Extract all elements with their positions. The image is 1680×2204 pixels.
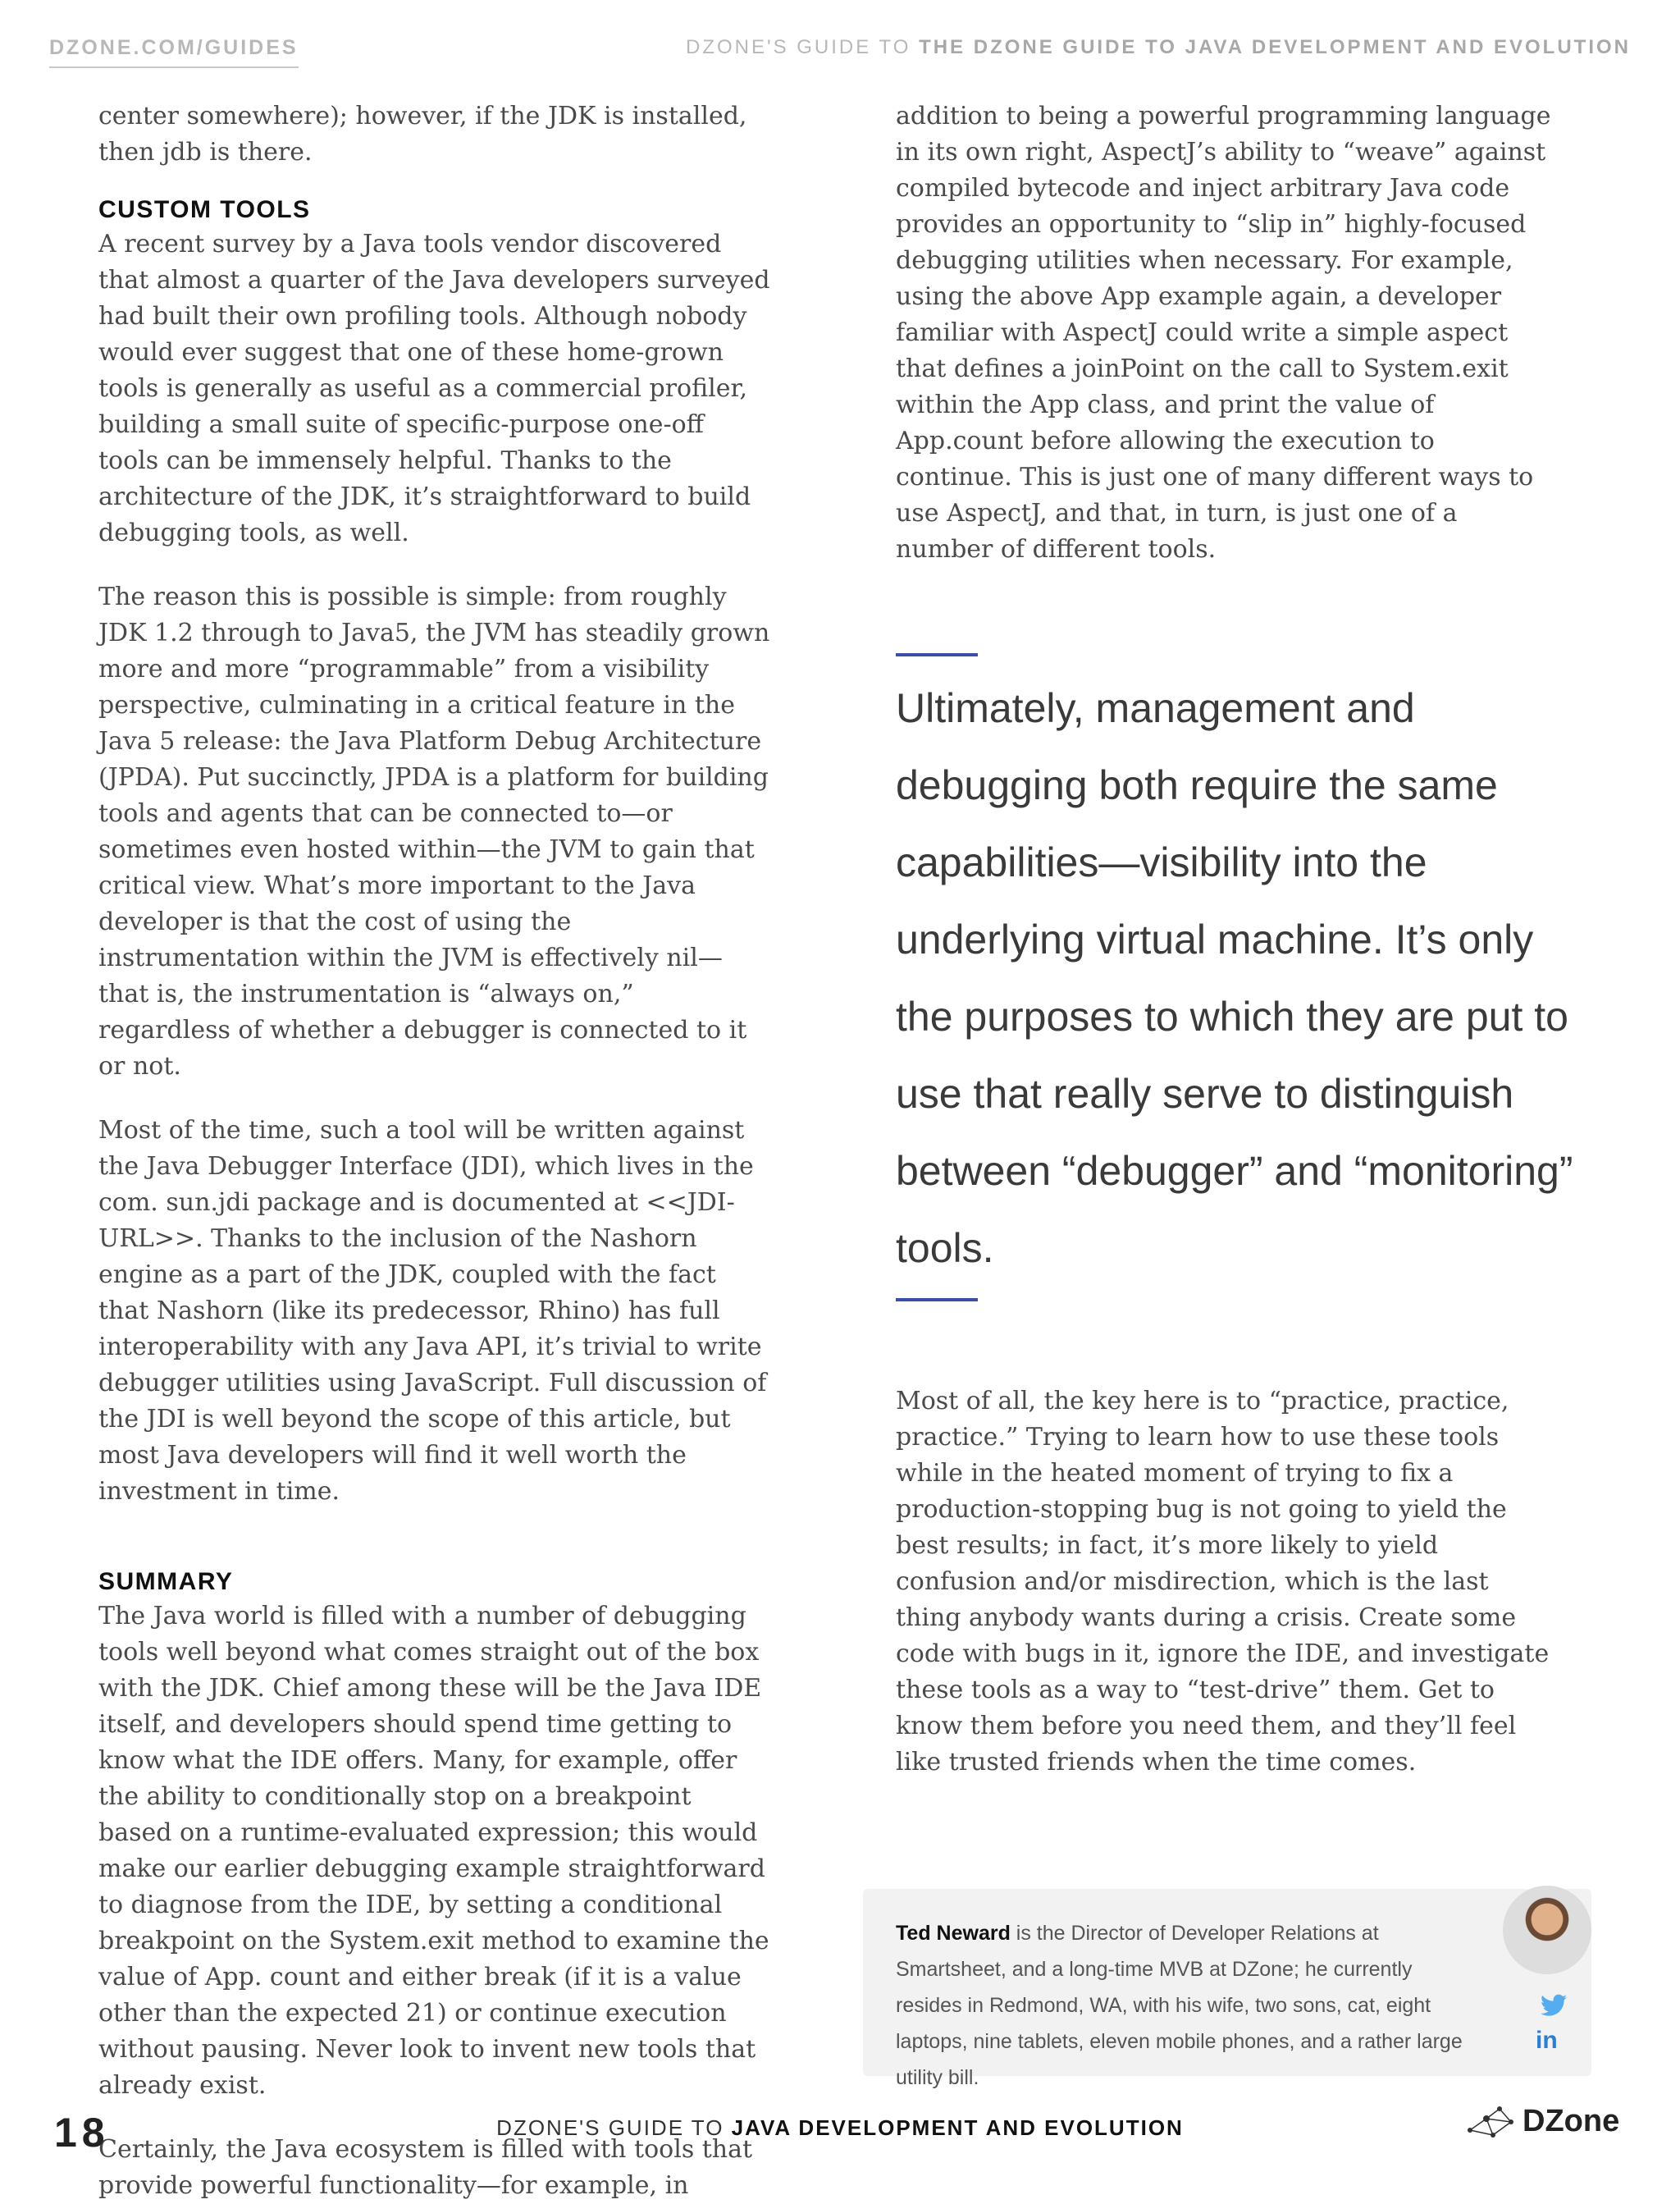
paragraph-jpda: The reason this is possible is simple: from roughly JDK 1.2 through to Java5, the JVM has steadily grown more and more “programmable” from a visibility perspective, culminating in a critical feature in the Java 5 release: the Java Platform Debug Architecture (JPDA). Put succinctly, JPDA is a platform for building tools and agents that can be connected to—or sometimes even hosted within—the JVM to gain that critical view. What’s more important to the Java developer is that the cost of using the instrumentation within the JVM is effectively nil—that is, the instrumentation is “always on,” regardless of whether a debugger is connected to it or not. xyxy=(98,583,770,1081)
paragraph-summary: The Java world is filled with a number of debugging tools well beyond what comes straight out of the box with the JDK. Chief among these will be the Java IDE itself, and developers should spend time getting to know what the IDE offers. Many, for example, offer the ability to conditionally stop on a breakpoint based on a runtime-evaluated expression; this would make our earlier debugging example straightforward to diagnose from the IDE, by setting a conditional breakpoint on the System.exit method to examine the value of App. count and either break (if it is a value other than the expected 21) or continue execution without pausing. Never look to invent new tools that already exist. xyxy=(98,1602,769,2100)
heading-custom-tools: CUSTOM TOOLS xyxy=(98,196,311,223)
paragraph-ecosystem: Certainly, the Java ecosystem is filled with tools that provide powerful functionality—for example, in xyxy=(98,2135,753,2200)
dzone-logo xyxy=(1465,2102,1629,2143)
dzone-network-icon xyxy=(1465,2102,1519,2143)
heading-summary: SUMMARY xyxy=(98,1568,234,1595)
pull-quote-bottom-rule xyxy=(896,1298,978,1301)
pull-quote-top-rule xyxy=(896,653,978,656)
header-guide-prefix: DZONE'S GUIDE TO xyxy=(685,36,911,58)
header-guides-link[interactable]: DZONE.COM/GUIDES xyxy=(49,36,299,68)
author-avatar xyxy=(1503,1886,1591,1974)
dzone-logo-text: DZone xyxy=(1522,2104,1620,2138)
header-guide-title xyxy=(686,36,1631,59)
footer-prefix: DZONE'S GUIDE TO xyxy=(496,2115,724,2140)
author-description: is the Director of Developer Relations at Smartsheet, and a long-time MVB at DZone; he currently resides in Redmond, WA, with his wife, two sons, cat, eight laptops, nine tablets, eleven mobile phones, and a rather large utility bill. xyxy=(896,1922,1463,2089)
left-column xyxy=(98,98,771,2204)
footer-title-bold: JAVA DEVELOPMENT AND EVOLUTION xyxy=(731,2115,1184,2140)
header-guide-name: THE DZONE GUIDE TO JAVA DEVELOPMENT AND EVOLUTION xyxy=(919,36,1631,58)
page-number: 18 xyxy=(54,2110,110,2156)
paragraph-survey: A recent survey by a Java tools vendor discovered that almost a quarter of the Java developers surveyed had built their own profiling tools. Although nobody would ever suggest that one of these home-grown tools is generally as useful as a commercial profiler, building a small suite of specific-purpose one-off tools can be immensely helpful. Thanks to the architecture of the JDK, it’s straightforward to build debugging tools, as well. xyxy=(98,230,770,547)
paragraph-jdb: center somewhere); however, if the JDK is installed, then jdb is there. xyxy=(98,102,747,167)
footer-guide-title xyxy=(0,2115,1680,2141)
author-bio-box xyxy=(863,1889,1591,2089)
author-bio-text xyxy=(896,1915,1478,2096)
paragraph-aspectj: addition to being a powerful programming language in its own right, AspectJ’s ability to “weave” against compiled bytecode and inject arbitrary Java code provides an opportunity to “slip in” highly-focused debugging utilities when necessary. For example, using the above App example again, a developer familiar with AspectJ could write a simple aspect that defines a joinPoint on the call to System.exit within the App class, and print the value of App.count before allowing the execution to continue. This is just one of many different ways to use AspectJ, and that, in turn, is just one of a number of different tools. xyxy=(896,102,1551,564)
pull-quote: Ultimately, management and debugging both require the same capabilities—visibility into the underlying virtual machine. It’s only the purposes to which they are put to use that really serve to distinguish between “debugger” and “monitoring” tools. xyxy=(896,685,1573,1271)
paragraph-jdi: Most of the time, such a tool will be written against the Java Debugger Interface (JDI), which lives in the com. sun.jdi package and is documented at <<JDI-URL>>. Thanks to the inclusion of the Nashorn engine as a part of the JDK, coupled with the fact that Nashorn (like its predecessor, Rhino) has full interoperability with any Java API, it’s trivial to write debugger utilities using JavaScript. Full discussion of the JDI is well beyond the scope of this article, but most Java developers will find it well worth the investment in time. xyxy=(98,1116,767,1506)
right-column xyxy=(896,98,1585,1781)
twitter-icon[interactable] xyxy=(1541,1994,1567,2017)
paragraph-practice: Most of all, the key here is to “practice, practice, practice.” Trying to learn how to use these tools while in the heated moment of trying to fix a production-stopping bug is not going to yield the best results; in fact, it’s more likely to yield confusion and/or misdirection, which is the last thing anybody wants during a crisis. Create some code with bugs in it, ignore the IDE, and investigate these tools as a way to “test-drive” them. Get to know them before you need them, and they’ll feel like trusted friends when the time comes. xyxy=(896,1387,1550,1776)
author-name: Ted Neward xyxy=(896,1922,1011,1945)
linkedin-icon[interactable]: in xyxy=(1536,2027,1558,2054)
